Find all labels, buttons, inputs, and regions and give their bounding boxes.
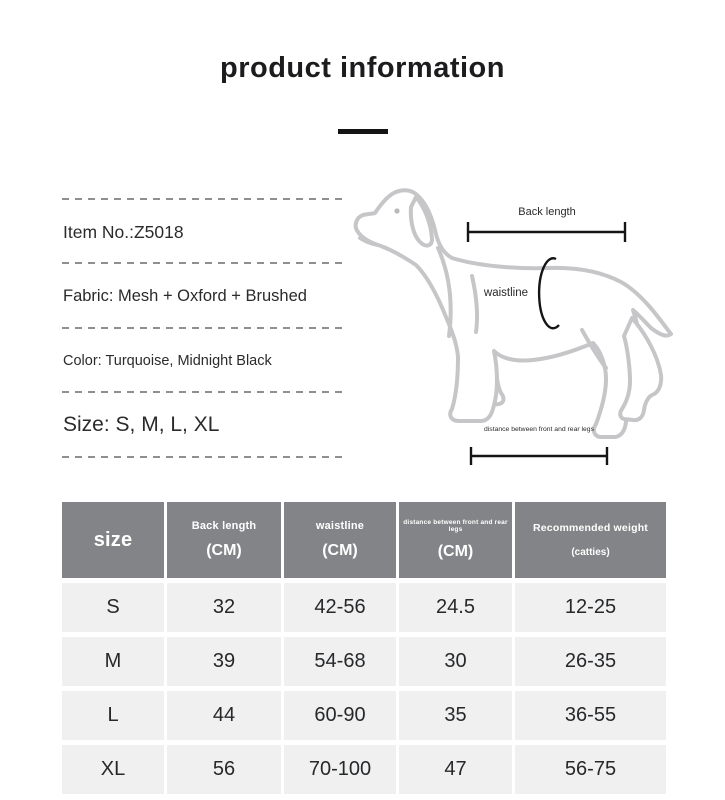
column-header-back-length <box>167 502 281 578</box>
table-cell-distance: 35 <box>399 691 512 740</box>
table-cell-back-length: 32 <box>167 583 281 632</box>
dashed-divider <box>62 327 345 329</box>
item-number-text: Item No.:Z5018 <box>63 222 184 242</box>
header-label: Recommended weight <box>532 522 649 534</box>
dashed-divider <box>62 198 345 200</box>
header-unit: (CM) <box>206 542 242 559</box>
color-text: Color: Turquoise, Midnight Black <box>63 353 272 369</box>
dog-body-outline <box>356 190 671 437</box>
table-cell-waistline: 54-68 <box>284 637 396 686</box>
dashed-divider <box>62 391 345 393</box>
waistline-label: waistline <box>483 287 528 299</box>
table-cell-weight: 36-55 <box>515 691 666 740</box>
dog-measurement-diagram <box>345 180 725 480</box>
table-cell-distance: 47 <box>399 745 512 794</box>
table-cell-size: XL <box>62 745 164 794</box>
table-cell-back-length: 39 <box>167 637 281 686</box>
table-cell-size: S <box>62 583 164 632</box>
header-label: Back length <box>191 520 257 532</box>
size-text: Size: S, M, L, XL <box>63 413 220 436</box>
title-underline-mark <box>338 129 388 134</box>
table-cell-distance: 30 <box>399 637 512 686</box>
dashed-divider <box>62 456 345 458</box>
column-header-waistline <box>284 502 396 578</box>
header-label: distance between front and rear legs <box>403 519 508 533</box>
header-unit: (catties) <box>571 547 610 558</box>
header-unit: (CM) <box>322 542 358 559</box>
page-title: product information <box>220 52 505 84</box>
back-length-label: Back length <box>518 206 576 218</box>
table-cell-distance: 24.5 <box>399 583 512 632</box>
table-cell-waistline: 70-100 <box>284 745 396 794</box>
size-table <box>62 502 666 794</box>
table-cell-waistline: 60-90 <box>284 691 396 740</box>
dashed-divider <box>62 262 345 264</box>
table-cell-weight: 26-35 <box>515 637 666 686</box>
column-header-size <box>62 502 164 578</box>
column-header-distance <box>399 502 512 578</box>
header-label: size <box>93 528 133 551</box>
table-cell-back-length: 56 <box>167 745 281 794</box>
header-unit: (CM) <box>437 543 474 560</box>
table-cell-weight: 12-25 <box>515 583 666 632</box>
table-cell-size: L <box>62 691 164 740</box>
table-cell-back-length: 44 <box>167 691 281 740</box>
column-header-recommended-weight <box>515 502 666 578</box>
table-cell-weight: 56-75 <box>515 745 666 794</box>
dog-eye <box>394 208 399 213</box>
table-cell-waistline: 42-56 <box>284 583 396 632</box>
header-label: waistline <box>315 520 365 532</box>
distance-label: distance between front and rear legs <box>484 426 594 433</box>
fabric-text: Fabric: Mesh + Oxford + Brushed <box>63 287 307 305</box>
table-cell-size: M <box>62 637 164 686</box>
